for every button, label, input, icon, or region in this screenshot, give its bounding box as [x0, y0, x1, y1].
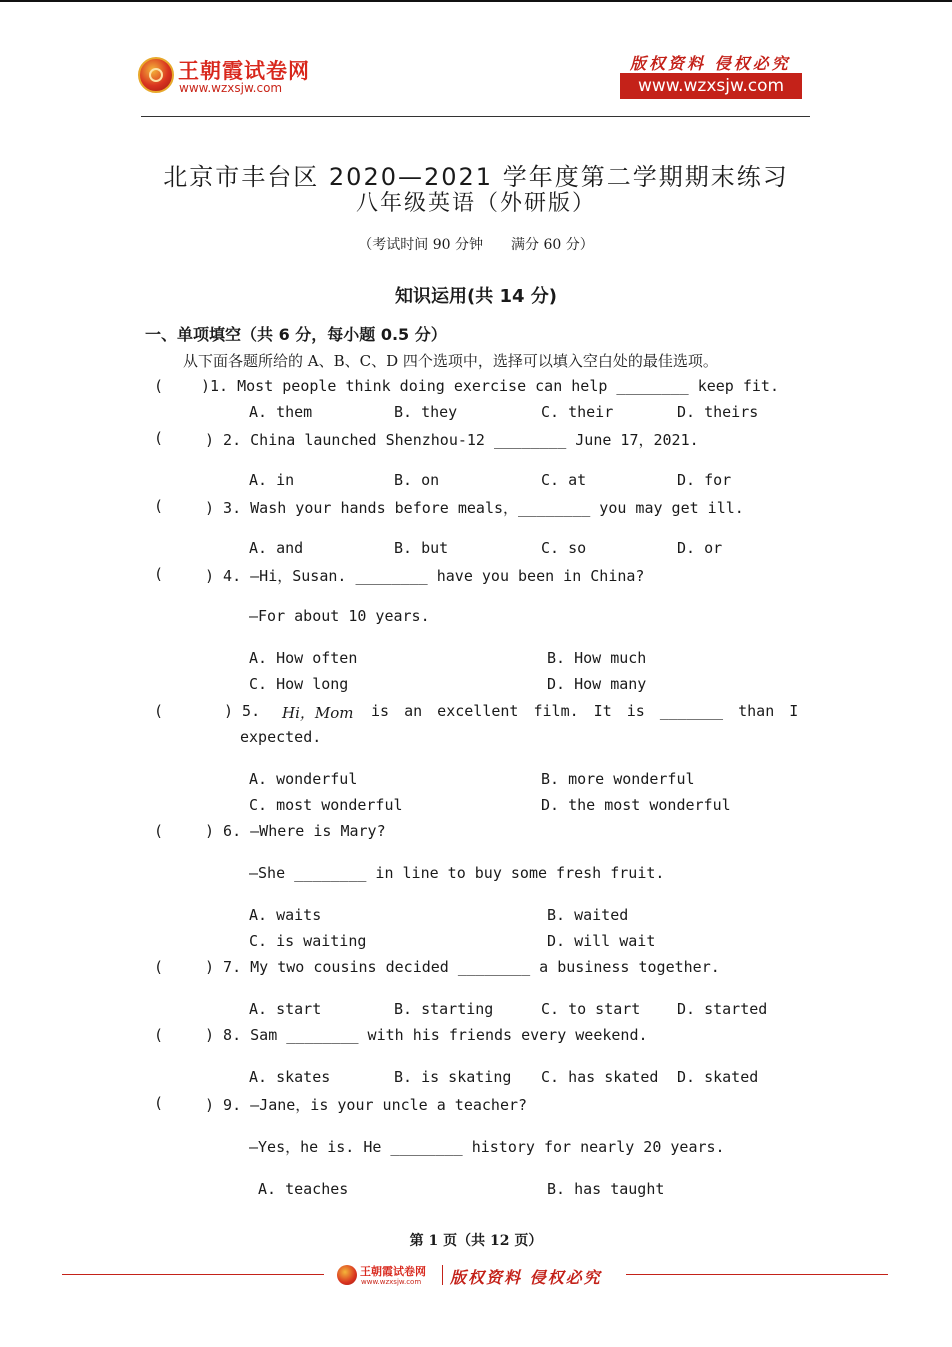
footer-logo-icon [337, 1265, 357, 1285]
footer-logo-url: www.wzxsjw.com [361, 1278, 422, 1286]
answer-paren: ( [154, 565, 164, 583]
option-b: B. starting [394, 1000, 494, 1018]
answer-paren: ( [154, 429, 164, 447]
copyright-slogan: 版权资料 侵权必究 [630, 54, 791, 73]
answer-paren: ( [154, 822, 164, 840]
answer-paren: ( [154, 958, 164, 976]
question-stem: is an excellent film. It is _______ than I [371, 702, 799, 720]
logo-emblem-icon [138, 57, 174, 93]
option-a: A. in [249, 471, 295, 489]
logo-text: 王朝霞试卷网 [178, 59, 310, 83]
option-a: A. wonderful [249, 770, 358, 788]
film-title: Hi，Mom [282, 704, 354, 722]
option-b: B. they [394, 403, 458, 421]
option-a: A. and [249, 539, 304, 557]
option-c: C. most wonderful [249, 796, 403, 814]
question-number: ) 5. [224, 702, 261, 720]
exam-subtitle: 八年级英语（外研版） [355, 191, 596, 216]
footer-slogan: 版权资料 侵权必究 [450, 1268, 602, 1287]
option-b: B. has taught [547, 1180, 665, 1198]
option-c: C. to start [541, 1000, 641, 1018]
option-d: D. started [677, 1000, 768, 1018]
option-a: A. them [249, 403, 313, 421]
part-title: 知识运用(共 14 分) [394, 286, 558, 307]
option-d: D. How many [547, 675, 647, 693]
question-stem: )1. Most people think doing exercise can help ________ keep fit. [201, 377, 779, 395]
question-stem: ) 4. —Hi，Susan. ________ have you been in China? [205, 567, 645, 585]
option-a: A. skates [249, 1068, 331, 1086]
question-stem-continued: expected. [240, 728, 322, 746]
option-c: C. so [541, 539, 587, 557]
top-border-rule [0, 0, 952, 2]
question-stem: ) 3. Wash your hands before meals，________ you may get ill. [205, 499, 744, 517]
option-c: C. at [541, 471, 587, 489]
question-stem: ) 2. China launched Shenzhou-12 ________ June 17，2021. [205, 431, 699, 449]
section-instruction: 从下面各题所给的 A、B、C、D 四个选项中，选择可以填入空白处的最佳选项。 [183, 352, 718, 370]
footer-rule-right [626, 1274, 888, 1275]
page-number: 第 1 页（共 12 页） [409, 1233, 543, 1249]
footer-separator [442, 1265, 443, 1285]
option-c: C. is waiting [249, 932, 367, 950]
option-b: B. is skating [394, 1068, 512, 1086]
option-b: B. but [394, 539, 449, 557]
option-c: C. How long [249, 675, 349, 693]
url-banner: www.wzxsjw.com [620, 73, 802, 99]
exam-title: 北京市丰台区 2020—2021 学年度第二学期期末练习 [163, 163, 789, 191]
dialogue-reply: —For about 10 years. [249, 607, 430, 625]
dialogue-reply: —She ________ in line to buy some fresh fruit. [249, 864, 665, 882]
answer-paren: ( [154, 377, 164, 395]
option-c: C. their [541, 403, 614, 421]
answer-paren: ( [154, 497, 164, 515]
header-divider [141, 116, 810, 117]
option-b: B. on [394, 471, 440, 489]
question-stem: ) 9. —Jane，is your uncle a teacher? [205, 1096, 528, 1114]
option-d: D. or [677, 539, 723, 557]
option-d: D. for [677, 471, 732, 489]
exam-info: （考试时间 90 分钟 满分 60 分） [358, 237, 594, 253]
option-a: A. teaches [258, 1180, 349, 1198]
answer-paren: ( [154, 1094, 164, 1112]
dialogue-reply: —Yes，he is. He ________ history for nearly 20 years. [249, 1138, 725, 1156]
logo-url: www.wzxsjw.com [179, 81, 283, 95]
question-stem: ) 7. My two cousins decided ________ a business together. [205, 958, 720, 976]
option-d: D. the most wonderful [541, 796, 731, 814]
footer-rule-left [62, 1274, 324, 1275]
option-a: A. How often [249, 649, 358, 667]
option-d: D. skated [677, 1068, 759, 1086]
option-b: B. How much [547, 649, 647, 667]
footer-logo-text: 王朝霞试卷网 [360, 1265, 426, 1278]
option-d: D. will wait [547, 932, 656, 950]
question-stem: ) 6. —Where is Mary? [205, 822, 386, 840]
option-a: A. waits [249, 906, 322, 924]
question-stem: ) 8. Sam ________ with his friends every weekend. [205, 1026, 648, 1044]
answer-paren: ( [154, 702, 164, 720]
option-b: B. more wonderful [541, 770, 695, 788]
option-b: B. waited [547, 906, 629, 924]
section-heading: 一、单项填空（共 6 分，每小题 0.5 分） [145, 325, 447, 344]
answer-paren: ( [154, 1026, 164, 1044]
option-d: D. theirs [677, 403, 759, 421]
option-c: C. has skated [541, 1068, 659, 1086]
option-a: A. start [249, 1000, 322, 1018]
